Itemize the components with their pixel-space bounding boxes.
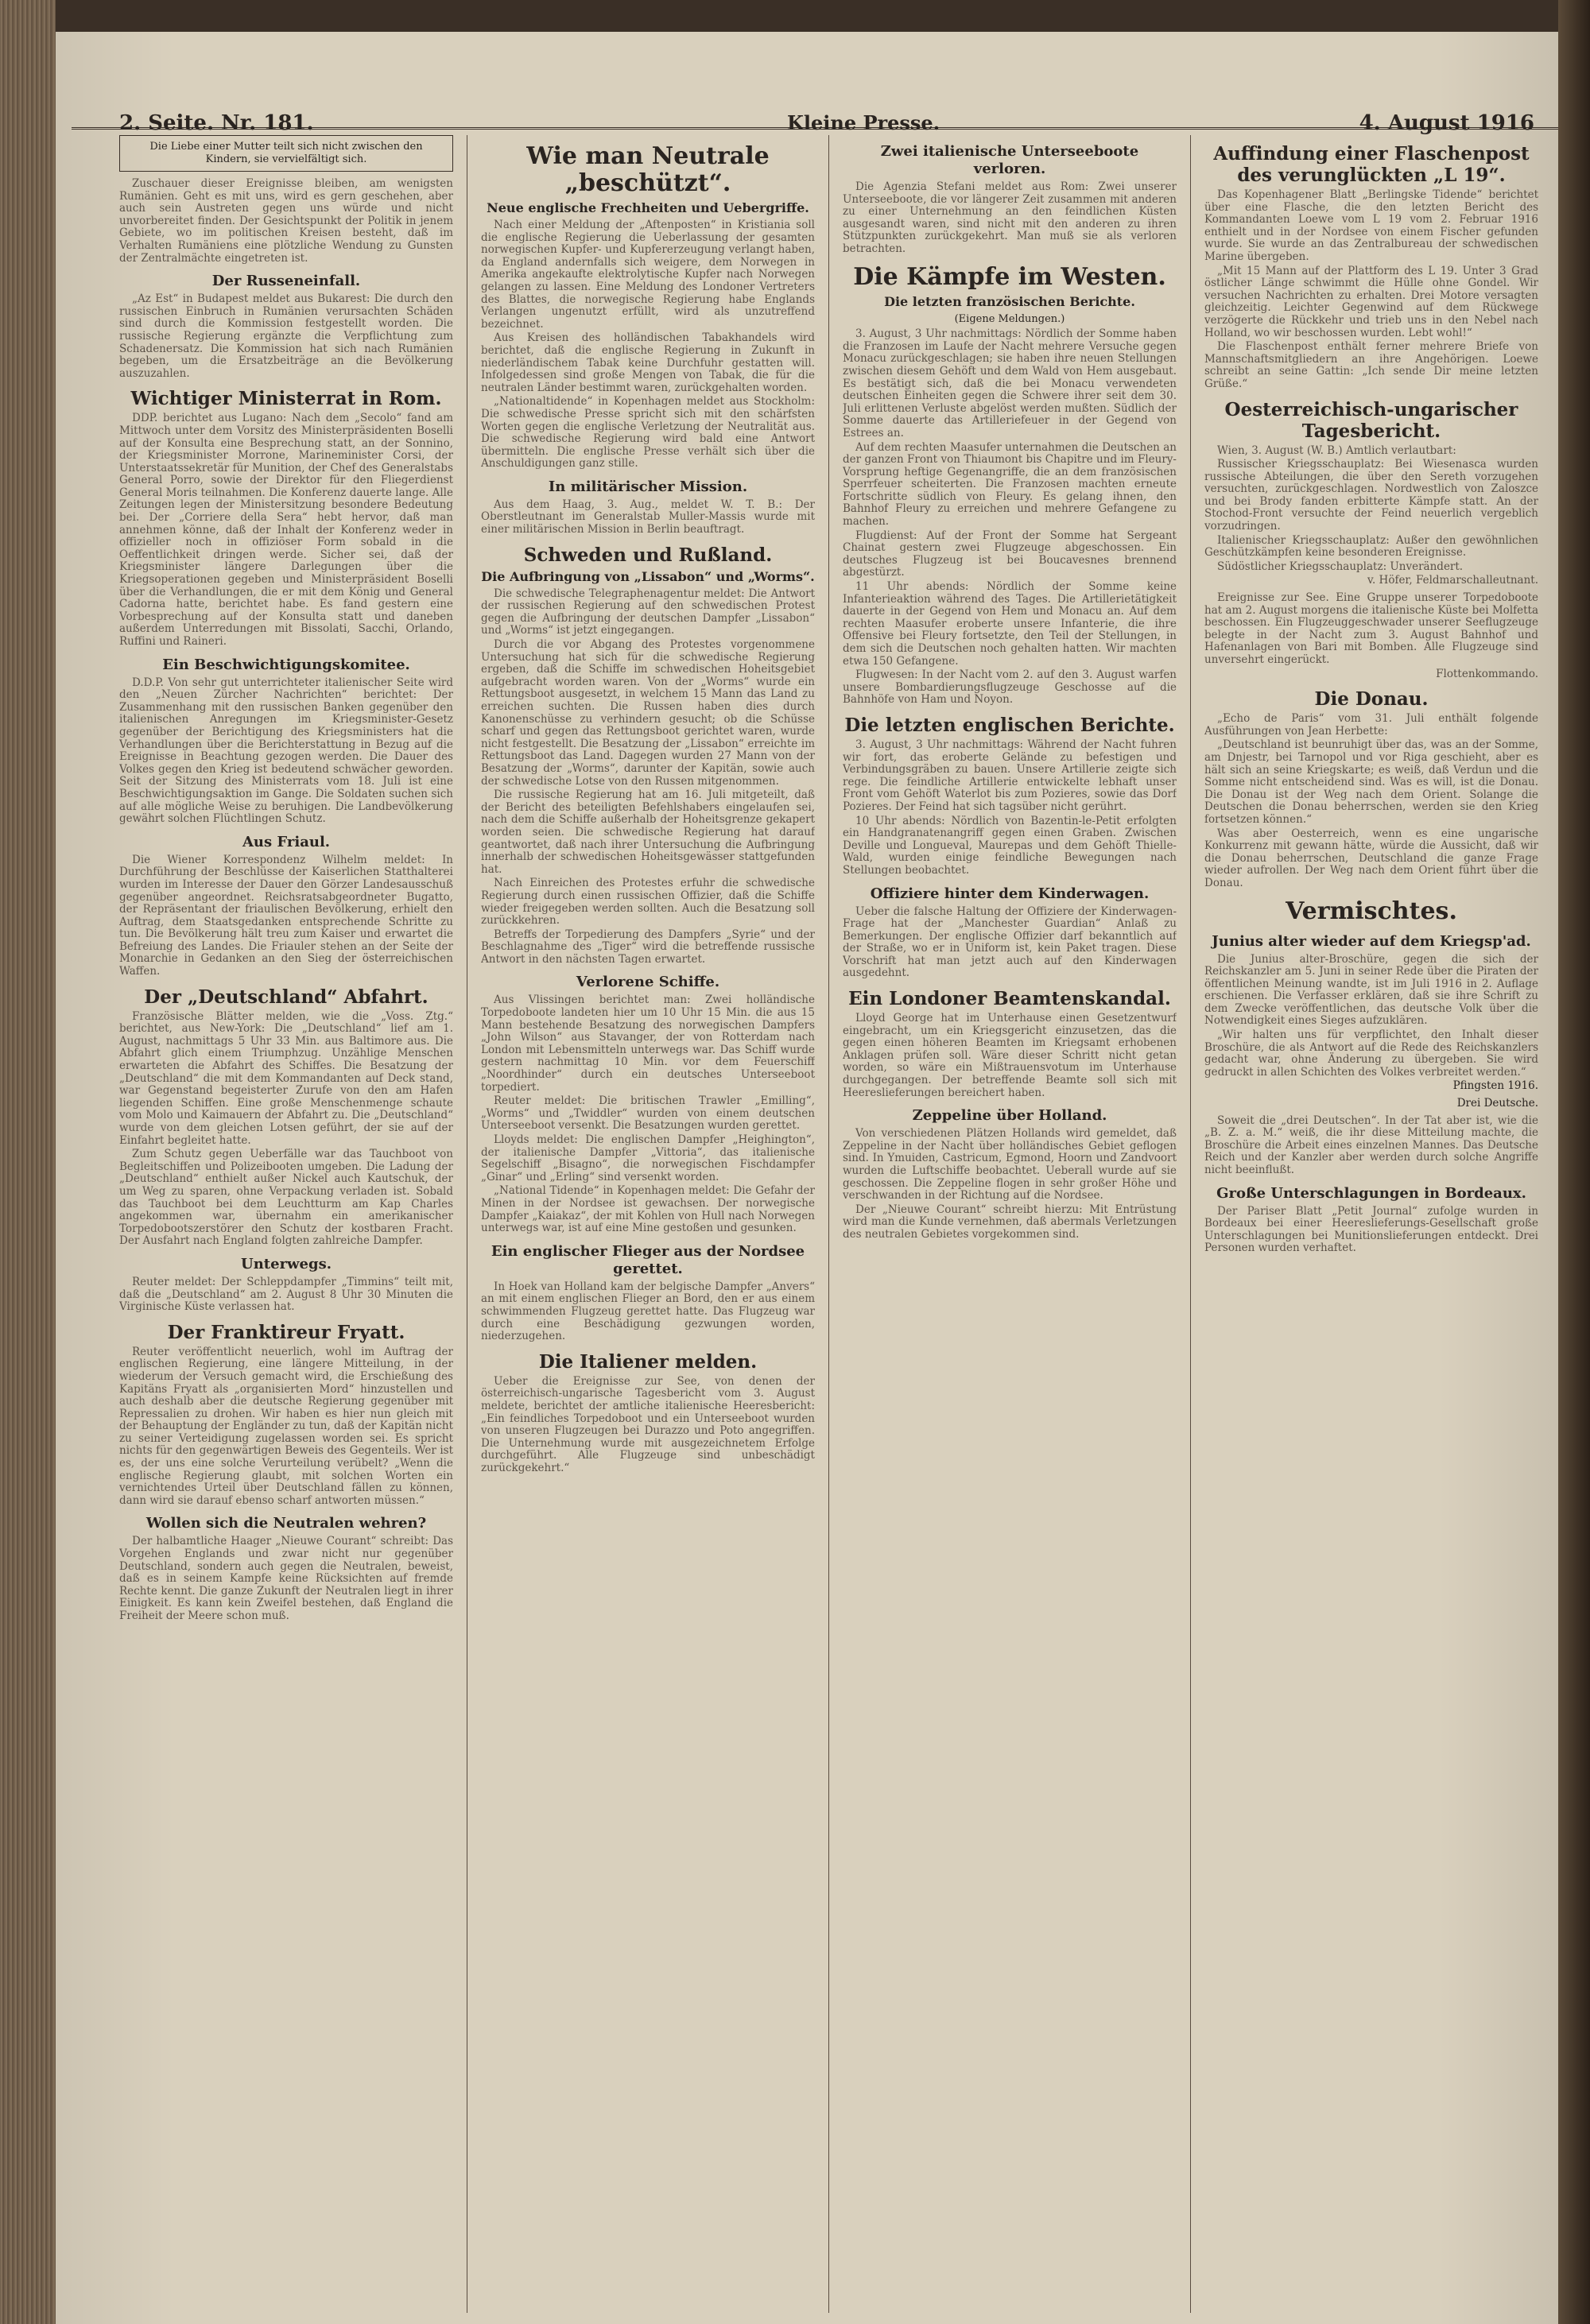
heading: Unterwegs. (241, 1255, 332, 1272)
article-body: Die schwedische Telegraphenagentur meldet: Die Antwort der russischen Regierung auf den schwedischen Protest gegen die Aufbringung der deutschen Dampfer „Lissabon“ und „Worms“ ist jetzt eingegangen. Durch die vor Abgang des Protestes vorgenommene Untersuchung hat sich für die schwedische Regierung ergeben, daß die Schiffe im schwedischen Hoheitsgebiet aufgebracht worden waren. Von der „Worms“ wurde ein Rettungsboot ausgesetzt, in welchem 15 Mann das Land zu erreichen suchten. Die Russen haben dies durch Kanonenschüsse zu verhindern gesucht; ob die Schüsse scharf und gegen das Rettungsboot gerichtet waren, wurde nicht festgestellt. Die Besatzung der „Lissabon“ erreichte im Rettungsboot das Land. Dagegen wurden 27 Mann von der Besatzung der „Worms“, darunter der Kapitän, sowie auch der schwedische Lotse von den Russen mitgenommen. Die russische Regierung hat am 16. Juli mitgeteilt, daß der Bericht des beteiligten Befehlshabers eingelaufen sei, nach dem die Schiffe außerhalb der Hoheitsgrenze gekapert worden seien. Die schwedische Regierung hat darauf geantwortet, daß nach ihrer Untersuchung die Aufbringung innerhalb der schwedischen Hoheitsgewässer stattgefunden hat. Nach Einreichen des Protestes erfuhr die schwedische Regierung durch einen russischen Offizier, daß die Schiffe wieder freigegeben werden sollten. Auch die Besatzung soll zurückkehren. Betreffs der Torpedierung des Dampfers „Syrie“ und der Beschlagnahme des „Tiger“ wird die betreffende russische Antwort in den nächsten Tagen erwartet. (481, 587, 815, 966)
subheading-note: (Eigene Meldungen.) (954, 312, 1065, 325)
heading: Der Franktireur Fryatt. (167, 1321, 405, 1343)
heading: Oesterreichisch-ungarischer Tagesbericht. (1224, 398, 1518, 442)
columns (119, 135, 1538, 2313)
article-body: Der Pariser Blatt „Petit Journal“ zufolge wurden in Bordeaux bei einer Heereslieferungs-Gesellschaft große Unterschlagungen bei Munitionslieferungen entdeckt. Drei Personen wurden verhaftet. (1204, 1204, 1538, 1255)
column-3 (843, 135, 1177, 2313)
heading: Die letzten englischen Berichte. (844, 714, 1175, 736)
article-body: Soweit die „drei Deutschen“. In der Tat aber ist, wie die „B. Z. a. M.“ weiß, die ihr diese Mitteilung machte, die Broschüre die Arbeit eines einzelnen Mannes. Das Deutsche Reich und der Kanzler aber werden durch solche Angriffe nicht beeinflußt. (1204, 1114, 1538, 1176)
article-body: Aus dem Haag, 3. Aug., meldet W. T. B.: Der Oberstleutnant im Generalstab Muller-Massis wurde mit einer militärischen Mission in Berlin beauftragt. (481, 498, 815, 536)
heading: Der Russeneinfall. (211, 273, 361, 290)
article-body: 3. August, 3 Uhr nachmittags: Während der Nacht fuhren wir fort, das eroberte Gelände zu befestigen und Verbindungsgräben zu bauen. Unsere Artillerie zeigte sich rege. Die feindliche Artillerie entwickelte lebhaft unser Front vom Gehöft Waterlot bis zum Pozieres, sowie das Dorf Pozieres. Der Feind hat sich tagsüber nicht gerührt. 10 Uhr abends: Nördlich von Bazentin-le-Petit erfolgten ein Handgranatenangriff gegen einen Graben. Zwischen Deville und Longueval, Maurepas und dem Gehöft Thielle-Wald, wurden einige feindliche Bewegungen nach Stellungen beobachtet. (843, 738, 1177, 877)
subheading: Die letzten französischen Berichte. (884, 293, 1135, 309)
issue-date: 4. August 1916 (1359, 111, 1534, 135)
article-body: Lloyd George hat im Unterhause einen Gesetzentwurf eingebracht, um ein Kriegsgericht einzusetzen, das die gegen einen höheren Beamten im Kriegsamt erhobenen Anklagen prüfen soll. Wäre dieser Schritt nicht getan worden, so wäre ein Mißtrauensvotum im Unterhause durchgegangen. Der betreffende Beamte soll sich mit Heereslieferungen bereichert haben. (843, 1012, 1177, 1099)
heading: Ein Londoner Beamtenskandal. (848, 988, 1171, 1010)
heading: Offiziere hinter dem Kinderwagen. (870, 885, 1150, 902)
article-body: 3. August, 3 Uhr nachmittags: Nördlich der Somme haben die Franzosen im Laufe der Nacht mehrere Versuche gegen Monacu zurückgeschlagen; sie haben ihre neuen Stellungen zwischen diesem Gehöft und dem Wald von Hem ausgebaut. Es bestätigt sich, daß die bei Monacu verwendeten deutschen Einheiten gegen die Schwere ihrer seit dem 30. Juli erlittenen Verluste abgelöst werden mußten. Südlich der Somme dauerte das Artilleriefeuer in der Gegend von Estrees an. Auf dem rechten Maasufer unternahmen die Deutschen an der ganzen Front von Thiaumont bis Chapitre und im Fleury-Vorsprung heftige Gegenangriffe, die an dem französischen Sperrfeuer scheiterten. Die Franzosen machten erneute Fortschritte südlich von Fleury. Es gelang ihnen, den Bahnhof Fleury zu erreichen und mehrere Gefangene zu machen. Flugdienst: Auf der Front der Somme hat Sergeant Chainat gestern zwei Flugzeuge abgeschossen. Ein deutsches Flugzeug ist bei Boucavesnes brennend abgestürzt. 11 Uhr abends: Nördlich der Somme keine Infanterieaktion während des Tages. Die Artillerietätigkeit dauerte in der Gegend von Hem und Monacu an. Auf dem rechten Maasufer eroberte unsere Infanterie, die ihre Offensive bei Fleury fortsetzte, den Teil der Stellungen, in dem sich die Deutschen noch gehalten hatten. Wir machten etwa 150 Gefangene. Flugwesen: In der Nacht vom 2. auf den 3. August warfen unsere Bombardierungsflugzeuge Geschosse auf die Bahnhöfe von Ham und Noyon. (843, 327, 1177, 707)
article-body: Die Junius alter-Broschüre, gegen die sich der Reichskanzler am 5. Juni in seiner Rede über die Piraten der öffentlichen Meinung wandte, ist im Juli 1916 in 2. Auflage erschienen. Die Verfasser erklären, daß sie ihre Schrift zu dem Zwecke veröffentlichen, das deutsche Volk über die Notwendigkeit eines Sieges aufzuklären. „Wir halten uns für verpflichtet, den Inhalt dieser Broschüre, die als Antwort auf die Rede des Reichskanzlers gedacht war, ohne Änderung zu übergeben. Sie wird gedruckt in allen Schichten des Volkes verbreitet werden.“ (1204, 952, 1538, 1079)
heading: Der „Deutschland“ Abfahrt. (144, 986, 429, 1008)
column-2 (481, 135, 815, 2313)
article-body: Der halbamtliche Haager „Nieuwe Courant“ schreibt: Das Vorgehen Englands und zwar nicht nur gegenüber Deutschland, sondern auch gegen die Neutralen, beweist, daß es in seinem Kampfe keine Rücksichten auf fremde Rechte kennt. Die ganze Zukunft der Neutralen liegt in ihrer Einigkeit. Es kann kein Zweifel bestehen, daß England die Freiheit der Meere schon muß. (119, 1535, 453, 1622)
heading: Junius alter wieder auf dem Kriegsp'ad. (1212, 932, 1531, 950)
article-body: Von verschiedenen Plätzen Hollands wird gemeldet, daß Zeppeline in der Nacht über holländisches Gebiet geflogen sind. In Ymuiden, Castricum, Egmond, Hoorn und Zandvoort wurden die Luftschiffe beobachtet. Ueberall wurde auf sie geschossen. Die Zeppeline flogen in sehr großer Höhe und verschwanden in der Richtung auf die Nordsee. Der „Nieuwe Courant“ schreibt hierzu: Mit Entrüstung wird man die Kunde vernehmen, daß abermals Verletzungen des neutralen Gebietes vorgekommen sind. (843, 1127, 1177, 1241)
article-body: Reuter veröffentlicht neuerlich, wohl im Auftrag der englischen Regierung, eine längere Mitteilung, in der wiederum der Versuch gemacht wird, die Erschießung des Kapitäns Fryatt als „organisierten Mord“ hinzustellen und auch deshalb aber die deutsche Regierung gegenüber mit Repressalien zu drohen. Wir haben es hier nun gleich mit der Behauptung der Engländer zu tun, daß der Kapitän nicht zu seiner Verteidigung zugelassen worden sei. Es spricht nichts für den gegenwärtigen Beweis des Gegenteils. Wer ist es, der uns eine solche Verurteilung verübelt? „Wenn die englische Regierung glaubt, mit solchen Worten ein vernichtendes Urteil über Deutschland fällen zu können, dann wird sie darauf ebenso scharf antworten müssen.“ (119, 1345, 453, 1507)
article-body: DDP. berichtet aus Lugano: Nach dem „Secolo“ fand am Mittwoch unter dem Vorsitz des Ministerpräsidenten Boselli auf der Konsulta eine Besprechung statt, an der Sonnino, der Kriegsminister Morrone, Marineminister Corsi, der Unterstaatssekretär für Munition, der Chef des Generalstabs General Porro, sowie der Direktor für den Fliegerdienst General Moris teilnahmen. Die Konferenz dauerte lange. Alle Zeitungen legen der Ministersitzung besondere Bedeutung bei. Der „Corriere della Sera“ hebt hervor, daß man annehmen könne, daß der Inhalt der Konferenz weder in offizieller noch in offiziöser Form sobald in die Oeffentlichkeit dringen werde. Sicher sei, daß der Kriegsminister längere Darlegungen über die Kriegsoperationen gegeben und Ministerpräsident Boselli über die Verhandlungen, die er mit dem König und General Cadorna hatte, berichtet habe. Es fand gestern eine Vorbesprechung auf der Konsulta statt und daneben außerdem Unterredungen mit Bissolati, Sacchi, Orlando, Ruffini und Raineri. (119, 412, 453, 648)
heading: In militärischer Mission. (548, 478, 748, 495)
article-body: Französische Blätter melden, wie die „Voss. Ztg.“ berichtet, aus New-York: Die „Deutschland“ lief am 1. August, nachmittags 5 Uhr 33 Min. aus Baltimore aus. Die Abfahrt glich einem Triumphzug. Unzählige Menschen erwarteten die Abfahrt des Schiffes. Die Besatzung der „Deutschland“ die mit dem Kommandanten auf Deck stand, war Gegenstand begeisterter Zurufe von den am Hafen liegenden Schiffen. Eine große Menschenmenge schaute vom Molo und Kaimauern der Abfahrt zu. Die „Deutschland“ wurde von dem gleichen Lotsen geführt, der sie auf der Einfahrt begleitet hatte. Zum Schutz gegen Ueberfälle war das Tauchboot von Begleitschiffen und Polizeibooten umgeben. Die Ladung der „Deutschland“ enthielt außer Nickel auch Kautschuk, der um Weg zu sparen, ohne Verpackung verladen ist. Sobald das Tauchboot bei dem Leuchtturm am Kap Charles angekommen war, übernahm ein amerikanischer Torpedobootszerstörer den Schutz der kostbaren Fracht. Der Ausfahrt nach England folgten zahlreiche Dampfer. (119, 1009, 453, 1248)
article-body: „Echo de Paris“ vom 31. Juli enthält folgende Ausführungen von Jean Herbette: „Deutschland ist beunruhigt über das, was an der Somme, am Dnjestr, bei Tarnopol und vor Riga geschieht, aber es hält sich an seine Kriegskarte; es weiß, daß Verdun und die Somme nicht entscheidend sind. Was es will, ist die Donau. Die Donau ist der Weg nach dem Orient. Solange die Deutschen die Donau beherrschen, werden sie den Krieg fortsetzen können.“ Was aber Oesterreich, wenn es eine ungarische Konkurrenz mit gewann hätte, würde die Aussicht, daß wir die Donau beherrschen, Deutschland die ganze Frage wieder aufrollen. Der Weg nach dem Orient führt über die Donau. (1204, 712, 1538, 889)
heading: Die Italiener melden. (538, 1350, 758, 1373)
heading: Zeppeline über Holland. (912, 1107, 1107, 1125)
article-body: Die Agenzia Stefani meldet aus Rom: Zwei unserer Unterseeboote, die vor längerer Zeit zusammen mit anderen zu einer Unternehmung an den feindlichen Küsten ausgesandt waren, sind nicht mit den anderen zu ihren Stützpunkten zurückgekehrt. Man muß sie als verloren betrachten. (843, 180, 1177, 255)
heading: Schweden und Rußland. (523, 544, 773, 566)
heading: Ein Beschwichtigungskomitee. (162, 656, 410, 673)
heading: Die Donau. (1314, 688, 1429, 711)
heading: Auffindung einer Flaschenpost des verunglückten „L 19“. (1213, 143, 1530, 186)
heading: Die Kämpfe im Westen. (853, 262, 1166, 291)
subheading: Die Aufbringung von „Lissabon“ und „Worms“. (481, 568, 815, 584)
column-4 (1204, 135, 1538, 2313)
signature: Drei Deutsche. (1456, 1097, 1538, 1110)
article-body: Zuschauer dieser Ereignisse bleiben, am wenigsten Rumänien. Geht es mit uns, wird es gern geschehen, aber auch sein Austreten gegen uns würde und nicht unvorbereitet finden. Der Gesichtspunkt der Politik in jenem Gebiete, wo im politischen Kreisen besteht, daß im Verhalten Rumäniens eine plötzliche Wendung zu Gunsten der Zentralmächte eingetreten ist. (119, 177, 453, 265)
article-body: „Az Est“ in Budapest meldet aus Bukarest: Die durch den russischen Einbruch in Rumänien verursachten Schäden sind durch die Kommission festgestellt worden. Die russische Regierung ergänzte die Verpflichtung zum Schadenersatz. Die Kommission hat sich nach Rumänien begeben, um die Ersatzbeiträge an die Bevölkerung auszuzahlen. (119, 292, 453, 380)
heading: Verlorene Schiffe. (576, 974, 720, 991)
article-body: Die Wiener Korrespondenz Wilhelm meldet: In Durchführung der Beschlüsse der Kaiserlichen Statthalterei wurden im Interesse der Dauer den Görzer Landesausschuß gegenüber angeordnet. Reichsratsabgeordneter Bugatto, der Repräsentant der friaulischen Bevölkerung, erhielt den Auftrag, dem Staatsgedanken entsprechende Schritte zu tun. Die Bevölkerung hält treu zum Kaiser und erwartet die Befreiung des Landes. Die Friauler stehen an der Seite der Monarchie in Gedanken an den Sieg der österreichischen Waffen. (119, 853, 453, 978)
article-body: Ueber die Ereignisse zur See, von denen der österreichisch-ungarische Tagesbericht vom 3. August meldete, berichtet der amtliche italienische Heeresbericht: „Ein feindliches Torpedoboot und ein Unterseeboot wurden von unseren Flugzeugen bei Durazzo und Poto angegriffen. Die Unternehmung wurde mit ausgezeichnetem Erfolge durchgeführt. Alle Flugzeuge sind unbeschädigt zurückgekehrt.“ (481, 1374, 815, 1474)
heading: Aus Friaul. (242, 833, 331, 850)
date-line: Pfingsten 1916. (1452, 1079, 1538, 1093)
subheading: Neue englische Frechheiten und Uebergriffe. (487, 200, 809, 215)
page-number: 2. Seite. Nr. 181. (119, 111, 314, 135)
masthead (72, 79, 1558, 135)
article-body: Aus Vlissingen berichtet man: Zwei holländische Torpedoboote landeten hier um 10 Uhr 15 Min. die aus 15 Mann bestehende Besatzung des norwegischen Dampfers „John Wilson“ aus Stavanger, der von Rotterdam nach London mit Lebensmitteln unterwegs war. Das Schiff wurde gestern nachmittag 10 Min. vor dem Feuerschiff „Noordhinder“ durch ein deutsches Unterseeboot torpediert. Reuter meldet: Die britischen Trawler „Emilling“, „Worms“ und „Twiddler“ wurden von einem deutschen Unterseeboot versenkt. Die Besatzungen wurden gerettet. Lloyds meldet: Die englischen Dampfer „Heighington“, der italienische Dampfer „Vittoria“, das italienische Segelschiff „Bisagno“, die norwegischen Fischdampfer „Ginar“ und „Erling“ sind versenkt worden. „National Tidende“ in Kopenhagen meldet: Die Gefahr der Minen in der Nordsee ist gewachsen. Der norwegische Dampfer „Kaiakaz“, der mit Kohlen von Hull nach Norwegen unterwegs war, ist auf eine Mine gestoßen und gesunken. (481, 994, 815, 1235)
book-edge-right (1558, 0, 1590, 2324)
article-body: Ueber die falsche Haltung der Offiziere der Kinderwagen-Frage hat der „Manchester Guardian“ Anlaß zu Bemerkungen. Der englische Offizier darf bekanntlich auf der Straße, wo er in Uniform ist, kein Paket tragen. Diese Vorschrift hat man jetzt auch auf den Kinderwagen ausgedehnt. (843, 904, 1177, 980)
notice-box: Die Liebe einer Mutter teilt sich nicht zwischen den Kindern, sie vervielfältigt sich. (119, 135, 453, 172)
heading: Große Unterschlagungen in Bordeaux. (1216, 1184, 1526, 1202)
article-body: Das Kopenhagener Blatt „Berlingske Tidende“ berichtet über eine Flasche, die den letzten Bericht des Kommandanten Loewe vom L 19 vom 2. Februar 1916 enthielt und in der Nordsee von einem Fischer gefunden wurde. Sie wurde an das Zentralbureau der schwedischen Marine übergeben. „Mit 15 Mann auf der Plattform des L 19. Unter 3 Grad östlicher Länge schwimmt die Hülle ohne Gondel. Wir versuchen Nachrichten zu erhalten. Drei Motore versagten gleichzeitig. Leichter Gegenwind auf dem Rückwege verzögerte die Rückkehr und trieb uns in den Nebel nach Holland, wo wir beschossen wurden. Lebt wohl!“ Die Flaschenpost enthält ferner mehrere Briefe von Mannschaftsmitgliedern an ihre Angehörigen. Loewe schreibt an seine Gattin: „Ich sende Dir meine letzten Grüße.“ (1204, 188, 1538, 390)
article-body: D.D.P. Von sehr gut unterrichteter italienischer Seite wird den „Neuen Zürcher Nachrichten“ berichtet: Der Zusammenhang mit den russischen Banken gegenüber den italienischen Anregungen im Kriegsminister-Gesetz gegenüber der Berichtigung des Kriegsministers hat die Verhandlungen über die Berichterstattung in Bezug auf die Ereignisse in Beachtung gezogen werden. Die Dauer des Volkes gegen den Krieg ist bedeutend schwächer geworden. Seit der Sitzung des Ministerrats vom 18. Juli ist eine Beschwichtigungsaktion im Gange. Die Soldaten suchen sich auf alle mögliche Weise zu beruhigen. Die Landbevölkerung gewährt solchen Flüchtlingen Schutz. (119, 676, 453, 826)
heading: Ein englischer Flieger aus der Nordsee gerettet. (491, 1242, 805, 1277)
article-body: Nach einer Meldung der „Aftenposten“ in Kristiania soll die englische Regierung die Ueberlassung der gesamten norwegischen Kupfer- und Kupfererzeugung verlangt haben, da England andernfalls sich weigere, dem Norwegen in Amerika angekaufte elektrolytische Kupfer nach Norwegen gelangen zu lassen. Eine Meldung des Londoner Vertreters des Blattes, die norwegische Regierung habe Englands Verlangen ungenutzt erfüllt, wird als unzutreffend bezeichnet. Aus Kreisen des holländischen Tabakhandels wird berichtet, daß die englische Regierung in Zukunft in niederländischem Tabak keine Durchfuhr gestatten will. Infolgedessen sind große Mengen von Tabak, die für die neutralen Länder bestimmt waren, zurückgehalten worden. „Nationaltidende“ in Kopenhagen meldet aus Stockholm: Die schwedische Presse spricht sich mit den schärfsten Worten gegen die englische Verletzung der Neutralität aus. Die schwedische Regierung wird bald eine Antwort übermitteln. Die englische Presse verhält sich über die Anschuldigungen ganz stille. (481, 219, 815, 471)
column-rule (1190, 135, 1191, 2313)
paper-title: Kleine Presse. (787, 111, 940, 134)
column-1 (119, 135, 453, 2313)
article-body: In Hoek van Holland kam der belgische Dampfer „Anvers“ an mit einem englischen Flieger an Bord, den er aus einem schwimmenden Flugzeug gerettet hatte. Das Flugzeug war durch eine Beschädigung gezwungen worden, niederzugehen. (481, 1280, 815, 1343)
book-edge-left (0, 0, 56, 2324)
heading: Wollen sich die Neutralen wehren? (145, 1515, 427, 1532)
column-rule (828, 135, 829, 2313)
heading: Wie man Neutrale „beschützt“. (526, 142, 770, 197)
article-body: Reuter meldet: Der Schleppdampfer „Timmins“ teilt mit, daß die „Deutschland“ am 2. August 8 Uhr 30 Minuten die Virginische Küste verlassen hat. (119, 1275, 453, 1314)
heading: Vermischtes. (1286, 897, 1457, 925)
heading: Wichtiger Ministerrat in Rom. (130, 388, 442, 410)
article-body: Wien, 3. August (W. B.) Amtlich verlautbart: Russischer Kriegsschauplatz: Bei Wiesenasca wurden russische Abteilungen, die über den Sereth vorzugehen versuchten, zurückgeschlagen. Nordwestlich von Zaloszce und bei Brody fanden erbitterte Kämpfe statt. An der Stochod-Front versuchte der Feind neuerlich vergeblich vorzudringen. Italienischer Kriegsschauplatz: Außer den gewöhnlichen Geschützkämpfen keine besonderen Ereignisse. Südöstlicher Kriegsschauplatz: Unverändert. v. Höfer, Feldmarschalleutnant. Ereignisse zur See. Eine Gruppe unserer Torpedoboote hat am 2. August morgens die italienische Küste bei Molfetta beschossen. Ein Flugzeuggeschwader unserer Seeflugzeuge belegte in der Nacht zum 3. August Bahnhof und Hafenanlagen von Bari mit Bomben. Alle Flugzeuge sind unversehrt eingerückt. Flottenkommando. (1204, 443, 1538, 680)
heading: Zwei italienische Unterseeboote verloren. (880, 143, 1139, 177)
